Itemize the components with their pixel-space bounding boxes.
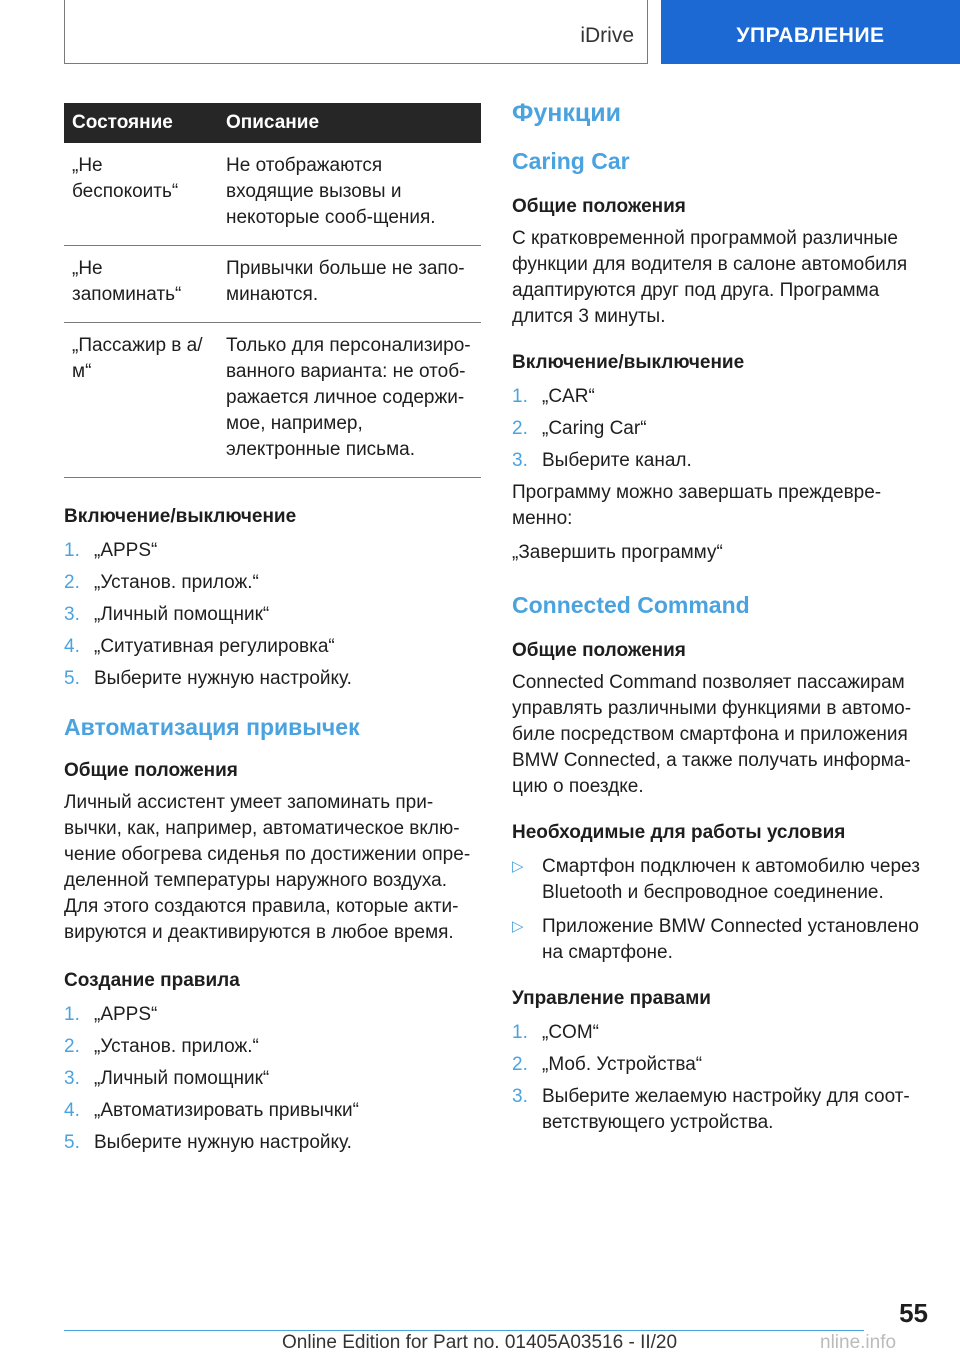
list-item: 1. „APPS“ xyxy=(64,1004,158,1025)
chapter-tab: УПРАВЛЕНИЕ xyxy=(661,0,960,64)
caring-general-text: С кратковременной программой различные функции для водителя в салоне автомобиля адаптируются друг под друга. Программа длится 3 минуты. xyxy=(512,228,908,327)
list-item: 1. „COM“ xyxy=(512,1022,599,1043)
automation-title: Автоматизация привычек xyxy=(64,714,360,740)
list-item: 3. Выберите канал. xyxy=(512,450,692,471)
cc-requirements-list xyxy=(512,854,928,966)
cc-rights-steps xyxy=(512,1020,928,1136)
list-item: 5. Выберите нужную настройку. xyxy=(64,668,352,689)
list-item: 1. „CAR“ xyxy=(512,386,595,407)
cc-requirements-heading: Необходимые для работы условия xyxy=(512,822,846,843)
table-cell-description: Привычки больше не запо-минаются. xyxy=(218,246,481,323)
table-row xyxy=(64,323,481,478)
connected-command-title: Connected Command xyxy=(512,592,750,618)
cc-general-text: Connected Command позволяет пассажирам управлять различными функциями в автомо-биле посредством смартфона и приложения BMW Connected, а также получать информа-цию о поездке. xyxy=(512,672,912,797)
caring-general-heading: Общие положения xyxy=(512,196,686,217)
list-item: ▷ Приложение BMW Connected установлено на смартфоне. xyxy=(512,914,928,966)
table-row xyxy=(64,246,481,323)
general-text: Личный ассистент умеет запоминать при-вычки, как, например, автоматическое вклю-чение обогрева сиденья по достижении опре-деленной температуры наружного воздуха. Для этого создаются правила, которые акти-вируются и деактивируются в любое время. xyxy=(64,792,471,943)
list-item: 2. „Caring Car“ xyxy=(512,418,647,439)
list-item: 3. Выберите желаемую настройку для соот-ветствующего устройства. xyxy=(512,1086,910,1133)
general-heading: Общие положения xyxy=(64,760,238,781)
list-item: 5. Выберите нужную настройку. xyxy=(64,1132,352,1153)
functions-title: Функции xyxy=(512,99,621,127)
status-table xyxy=(64,103,481,478)
triangle-bullet-icon: ▷ xyxy=(512,858,524,875)
table-cell-status: „Не беспокоить“ xyxy=(64,143,218,246)
caring-end-text: Программу можно завершать преждевре-менно: xyxy=(512,482,882,529)
onoff-heading: Включение/выключение xyxy=(64,506,297,527)
table-header-description: Описание xyxy=(218,103,481,143)
list-item: 2. „Установ. прилож.“ xyxy=(64,572,259,593)
edition-text: Online Edition for Part no. 01405A03516 - II/20 xyxy=(282,1332,678,1353)
table-cell-description: Не отображаются входящие вызовы и некоторые сооб-щения. xyxy=(218,143,481,246)
right-column xyxy=(512,100,928,1142)
rule-steps xyxy=(64,1002,480,1156)
list-item: 3. „Личный помощник“ xyxy=(64,1068,270,1089)
list-item: 4. „Ситуативная регулировка“ xyxy=(64,636,335,657)
caring-onoff-heading: Включение/выключение xyxy=(512,352,745,373)
caring-car-title: Caring Car xyxy=(512,148,630,174)
rule-heading: Создание правила xyxy=(64,970,240,991)
page-number: 55 xyxy=(899,1298,928,1328)
footer-divider xyxy=(64,1330,864,1331)
table-cell-status: „Пассажир в а/м“ xyxy=(64,323,218,478)
list-item: 2. „Моб. Устройства“ xyxy=(512,1054,703,1075)
caring-end-action: „Завершить программу“ xyxy=(512,542,723,563)
header-frame xyxy=(64,0,648,64)
list-item: ▷ Смартфон подключен к автомобилю через Bluetooth и беспроводное соединение. xyxy=(512,854,928,906)
onoff-steps xyxy=(64,538,480,692)
table-header-status: Состояние xyxy=(64,103,218,143)
table-row xyxy=(64,143,481,246)
list-item: 1. „APPS“ xyxy=(64,540,158,561)
triangle-bullet-icon: ▷ xyxy=(512,918,524,935)
cc-general-heading: Общие положения xyxy=(512,640,686,661)
caring-steps xyxy=(512,384,928,474)
section-label: iDrive xyxy=(580,24,634,47)
cc-rights-heading: Управление правами xyxy=(512,988,711,1009)
list-item: 3. „Личный помощник“ xyxy=(64,604,270,625)
list-item: 4. „Автоматизировать привычки“ xyxy=(64,1100,359,1121)
watermark: nline.info xyxy=(820,1332,897,1353)
left-column xyxy=(64,103,480,1162)
list-item: 2. „Установ. прилож.“ xyxy=(64,1036,259,1057)
table-cell-status: „Не запоминать“ xyxy=(64,246,218,323)
table-cell-description: Только для персонализиро-ванного варианта: не отоб-ражается личное содержи-мое, например, электронные письма. xyxy=(218,323,481,478)
